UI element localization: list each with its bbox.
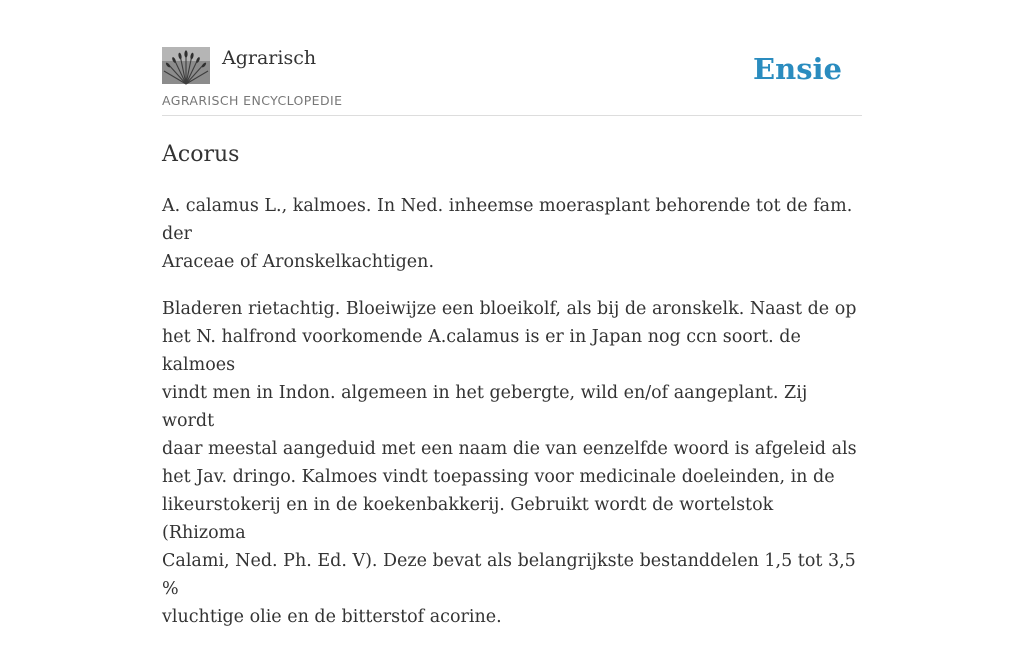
article-paragraph [162,295,862,631]
paragraph-line: Araceae of Aronskelkachtigen. [162,252,435,272]
source-subtitle: AGRARISCH ENCYCLOPEDIE [162,93,343,108]
paragraph-line: daar meestal aangeduid met een naam die van eenzelfde woord is afgeleid als [162,439,857,459]
paragraph-line: Calami, Ned. Ph. Ed. V). Deze bevat als belangrijkste bestanddelen 1,5 tot 3,5 % [162,551,856,599]
paragraph-line: vluchtige olie en de bitterstof acorine. [162,607,502,627]
article-body [162,192,862,650]
wheat-field-icon [162,47,210,84]
paragraph-line: het N. halfrond voorkomende A.calamus is er in Japan nog ccn soort. de kalmoes [162,327,801,375]
paragraph-line: vindt men in Indon. algemeen in het gebergte, wild en/of aangeplant. Zij wordt [162,383,808,431]
source-avatar[interactable] [162,47,210,84]
paragraph-line: likeurstokerij en in de koekenbakkerij. Gebruikt wordt de wortelstok (Rhizoma [162,495,774,543]
article-title: Acorus [162,142,240,167]
source-name-link[interactable]: Agrarisch [222,47,317,69]
paragraph-line: Bladeren rietachtig. Bloeiwijze een bloeikolf, als bij de aronskelk. Naast de op [162,299,857,319]
article-paragraph [162,192,862,276]
paragraph-line: A. calamus L., kalmoes. In Ned. inheemse moerasplant behorende tot de fam. der [162,196,853,244]
brand-logo-link[interactable]: Ensie [753,52,842,86]
header [162,0,862,116]
page [162,0,862,627]
paragraph-line: het Jav. dringo. Kalmoes vindt toepassing voor medicinale doeleinden, in de [162,467,835,487]
